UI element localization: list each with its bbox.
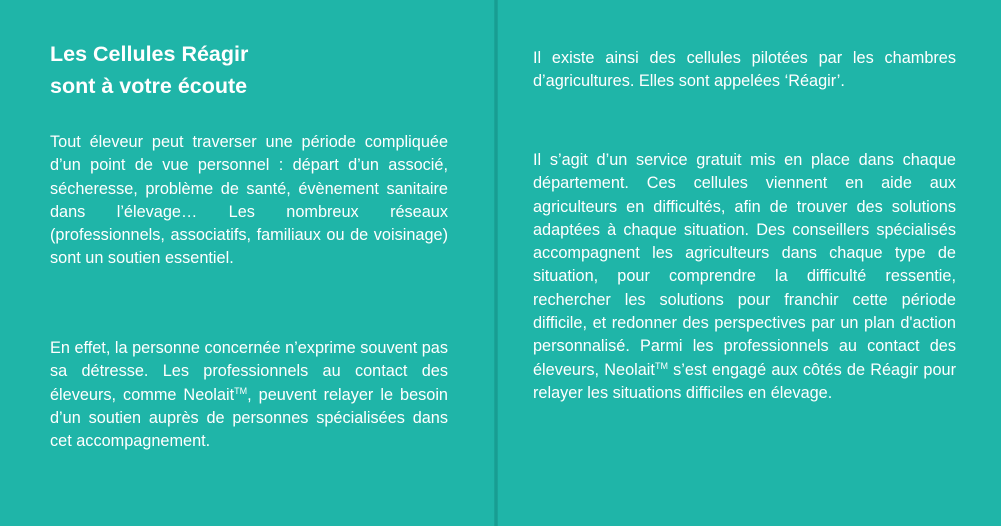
right-paragraph-2 (533, 149, 956, 405)
left-paragraph-1: Tout éleveur peut traverser une période compliquée d’un point de vue personnel : départ d’un associé, sécheresse, problème de santé, évènement sanitaire dans l’élevage… Les nombreux réseaux (professionnels, associatifs, familiaux ou de voisinage) sont un soutien essentiel. (50, 133, 448, 268)
page-fold (494, 0, 498, 526)
right-paragraph-2-end: s’est engagé aux côtés de Réagir pour relayer les situations difficiles en élevage. (533, 360, 956, 402)
page-title (50, 38, 450, 102)
right-paragraph-1: Il existe ainsi des cellules pilotées par les chambres d’agricultures. Elles sont appelées ‘Réagir’. (533, 49, 956, 91)
left-paragraph-2-start: En effet, la personne concernée n’exprime souvent pas sa détresse. Les professionnels au contact des éleveurs, comme Neolait (50, 339, 448, 404)
right-paragraph-2-start: Il s’agit d’un service gratuit mis en place dans chaque département. Ces cellules viennent en aide aux agriculteurs en difficultés, afin de trouver des solutions adaptées à chaque situation. Des conseillers spécialisés accompagnent les agriculteurs dans chaque type de situation, pour comprendre la difficulté ressentie, rechercher les solutions pour franchir cette période difficile, et redonner des perspectives par un plan d'action personnalisé. Parmi les professionnels au contact des éleveurs, Neolait (533, 151, 956, 379)
trademark-mark: TM (654, 360, 668, 371)
left-paragraph-2-end: , peuvent relayer le besoin d’un soutien auprès de personnes spécialisées dans cet accompagnement. (50, 385, 448, 451)
left-paragraph-2 (50, 337, 448, 453)
title-line-2: sont à votre écoute (50, 74, 248, 98)
title-line-1: Les Cellules Réagir (50, 42, 249, 66)
trademark-mark: TM (234, 385, 248, 396)
